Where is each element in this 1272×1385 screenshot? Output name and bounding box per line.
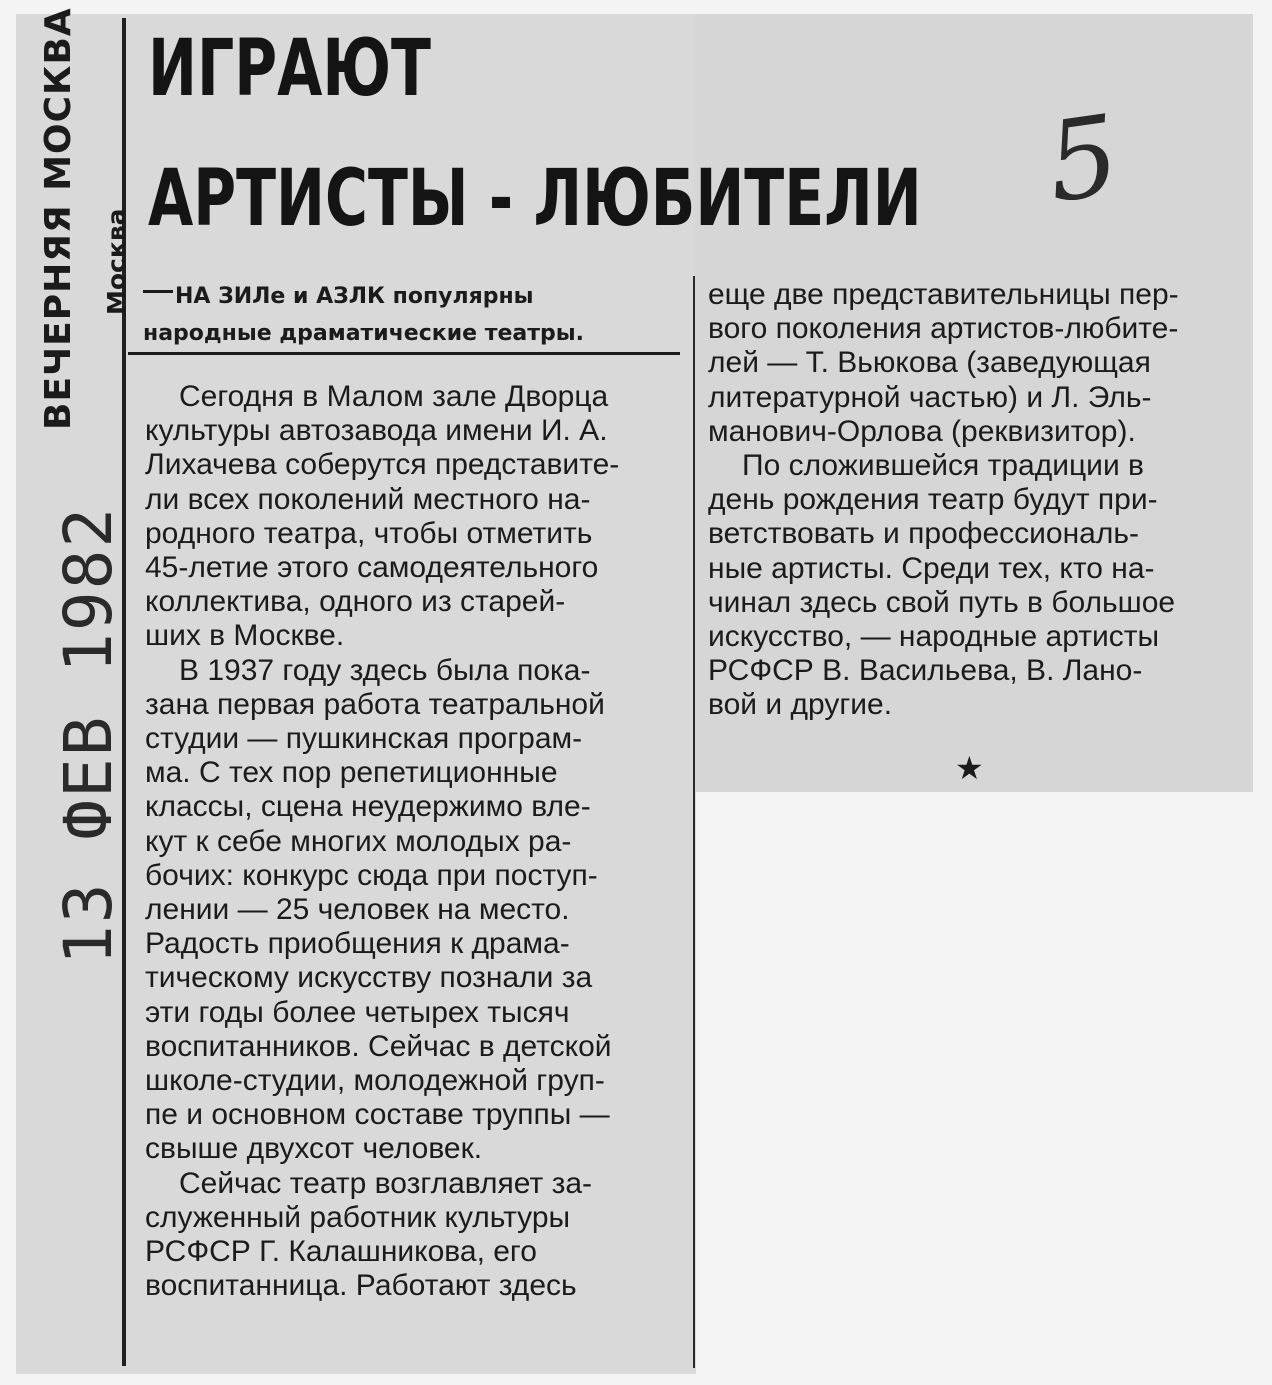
article-line: ма. С тех пор репетиционные (145, 756, 558, 790)
handwritten-page-number: 5 (1039, 90, 1127, 228)
article-line: лении — 25 человек на место. (145, 893, 570, 927)
article-line: РСФСР Г. Калашникова, его (145, 1235, 537, 1269)
article-line: По сложившейся традиции в (742, 449, 1144, 483)
end-star-icon: ★ (955, 750, 984, 786)
article-line: Лихачева соберутся представите- (145, 448, 620, 482)
article-line: Сегодня в Малом зале Дворца (179, 380, 609, 413)
article-line: Сейчас театр возглавляет за- (179, 1166, 592, 1200)
lead-subheading (143, 278, 677, 352)
column-separator (693, 276, 695, 1368)
article-line: В 1937 году здесь была пока- (179, 653, 591, 687)
article-line: школе-студии, молодежной груп- (145, 1064, 605, 1098)
article-line: эти годы более четырех тысяч (145, 995, 570, 1029)
article-line: вого поколения артистов-любите- (708, 312, 1179, 346)
article-line: кут к себе многих молодых ра- (145, 824, 572, 858)
article-line: Радость приобщения к драма- (145, 927, 570, 961)
article-line: 45-летие этого самодеятельного (145, 551, 599, 585)
article-line: еще две представительницы пер- (708, 278, 1179, 311)
lead-rule-bottom (128, 352, 680, 355)
article-line: лей — Т. Вьюкова (заведующая (708, 346, 1151, 380)
headline-line-2: АРТИСТЫ - ЛЮБИТЕЛИ (148, 154, 922, 244)
newspaper-name: ВЕЧЕРНЯЯ МОСКВА (38, 7, 79, 430)
article-column-right (708, 278, 1242, 723)
article-line: зана первая работа театральной (145, 687, 605, 721)
article-line: свыше двухсот человек. (145, 1132, 483, 1166)
article-line: служенный работник культуры (145, 1200, 571, 1234)
article-line: манович-Орлова (реквизитор). (708, 414, 1136, 448)
article-line: родного театра, чтобы отметить (145, 516, 593, 550)
article-line: бочих: конкурс сюда при поступ- (145, 858, 598, 892)
article-line: чинал здесь свой путь в большое (708, 585, 1176, 619)
article-line: ветствовать и профессиональ- (708, 517, 1139, 551)
article-line: студии — пушкинская програм- (145, 722, 583, 756)
article-line: ли всех поколений местного на- (145, 482, 591, 516)
article-line: культуры автозавода имени И. А. (145, 414, 608, 448)
article-line: тическому искусству познали за (145, 961, 593, 995)
article-line: пе и основном составе труппы — (145, 1098, 610, 1132)
article-line: воспитанница. Работают здесь (145, 1269, 577, 1303)
newspaper-city: Москва (102, 208, 131, 315)
article-line: воспитанников. Сейчас в детской (145, 1029, 612, 1063)
article-line: классы, сцена неудержимо вле- (145, 790, 591, 824)
lead-line: народные драматические театры. (143, 321, 584, 346)
article-line: ших в Москве. (145, 619, 345, 653)
article-line: ные артисты. Среди тех, кто на- (708, 551, 1155, 585)
lead-line: НА ЗИЛе и АЗЛК популярны (175, 284, 534, 309)
article-line: коллектива, одного из старей- (145, 585, 566, 619)
article-line: искусство, — народные артисты (708, 620, 1160, 654)
article-column-left (145, 380, 681, 1303)
article-line: РСФСР В. Васильева, В. Лано- (708, 654, 1143, 688)
article-line: вой и другие. (708, 688, 893, 722)
article-line: литературной частью) и Л. Эль- (708, 380, 1152, 414)
headline-line-1: ИГРАЮТ (148, 24, 431, 114)
date-stamp: 13 ФЕВ 1982 (50, 505, 127, 965)
article-line: день рождения театр будут при- (708, 483, 1158, 517)
